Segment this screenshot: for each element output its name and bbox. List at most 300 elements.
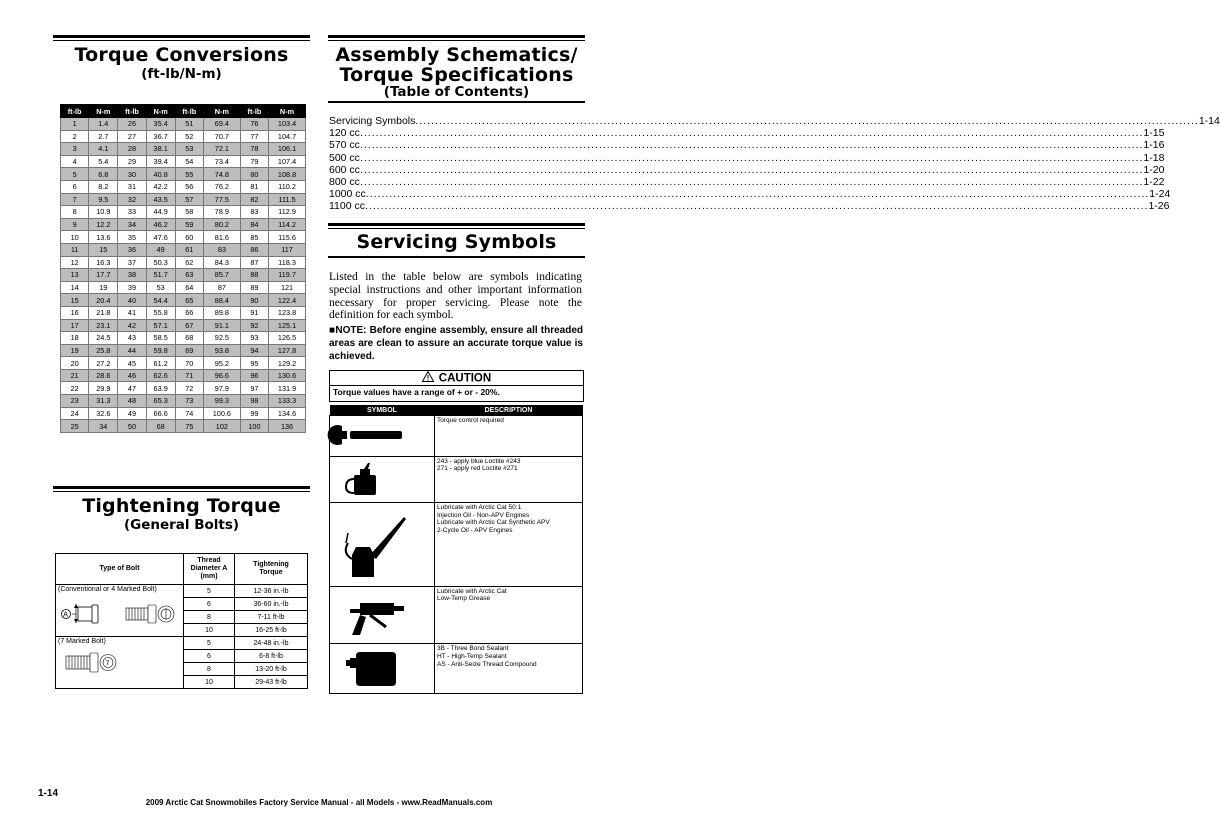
ft-lb-cell: 51 (175, 118, 203, 131)
n-m-cell: 55.8 (146, 306, 175, 319)
ft-lb-cell: 56 (175, 180, 203, 193)
ft-lb-cell: 48 (118, 395, 146, 408)
symbol-cell (330, 503, 435, 587)
column-header: ft-lb (118, 105, 146, 118)
table-row (61, 206, 306, 219)
n-m-cell: 93.8 (203, 344, 240, 357)
ft-lb-cell: 50 (118, 420, 146, 433)
tightening-torque-table (55, 553, 308, 689)
n-m-cell: 28.6 (89, 369, 118, 382)
n-m-cell: 114.2 (269, 218, 306, 231)
n-m-cell: 43.5 (146, 193, 175, 206)
n-m-cell: 31.3 (89, 395, 118, 408)
header-type-of-bolt: Type of Bolt (56, 554, 184, 585)
n-m-cell: 111.5 (269, 193, 306, 206)
table-row (61, 256, 306, 269)
toc-leader-dots: ........................................................................................................................................................................................................ (365, 188, 1150, 201)
n-m-cell: 117 (269, 243, 306, 256)
toc-page: 1-20 (1143, 163, 1165, 176)
n-m-cell: 58.5 (146, 332, 175, 345)
n-m-cell: 73.4 (203, 155, 240, 168)
table-of-contents (329, 115, 1220, 213)
n-m-cell: 53 (146, 281, 175, 294)
description-line: 2-Cycle Oil - APV Engines (437, 526, 513, 534)
n-m-cell: 127.8 (269, 344, 306, 357)
ft-lb-cell: 5 (61, 168, 89, 181)
ft-lb-cell: 53 (175, 143, 203, 156)
toc-rule (328, 101, 585, 103)
column-header: N-m (269, 105, 306, 118)
ft-lb-cell: 54 (175, 155, 203, 168)
top-rule-left (53, 35, 310, 41)
toc-entry[interactable] (329, 139, 1165, 152)
ft-lb-cell: 55 (175, 168, 203, 181)
n-m-cell: 107.4 (269, 155, 306, 168)
ft-lb-cell: 11 (61, 243, 89, 256)
ft-lb-cell: 62 (175, 256, 203, 269)
n-m-cell: 95.2 (203, 357, 240, 370)
n-m-cell: 16.3 (89, 256, 118, 269)
torque-cell: 36-60 in.-lb (235, 598, 308, 611)
n-m-cell: 13.6 (89, 231, 118, 244)
ft-lb-cell: 32 (118, 193, 146, 206)
n-m-cell: 123.8 (269, 306, 306, 319)
ft-lb-cell: 71 (175, 369, 203, 382)
ft-lb-cell: 79 (240, 155, 268, 168)
n-m-cell: 81.6 (203, 231, 240, 244)
description-line: Lubricate with Arctic Cat 50:1 (437, 504, 522, 512)
servicing-symbols-title: Servicing Symbols (356, 231, 557, 253)
ft-lb-cell: 83 (240, 206, 268, 219)
torque-conversion-table (60, 104, 306, 433)
torque-cell: 13-20 ft-lb (235, 663, 308, 676)
tightening-torque-subtitle: (General Bolts) (123, 517, 240, 533)
ft-lb-cell: 80 (240, 168, 268, 181)
table-row (61, 231, 306, 244)
ft-lb-cell: 95 (240, 357, 268, 370)
n-m-cell: 125.1 (269, 319, 306, 332)
n-m-cell: 85.7 (203, 269, 240, 282)
n-m-cell: 97.9 (203, 382, 240, 395)
n-m-cell: 27.2 (89, 357, 118, 370)
toc-label: 800 cc (329, 176, 360, 189)
description-line: Torque control required (437, 417, 504, 424)
diam-cell: 8 (184, 663, 235, 676)
table-row (61, 155, 306, 168)
assembly-title-line2: Torque Specifications (339, 64, 574, 86)
torque-cell: 7-11 ft-lb (235, 611, 308, 624)
toc-leader-dots: ........................................................................................................................................................................................................ (359, 139, 1144, 152)
ft-lb-cell: 87 (240, 256, 268, 269)
table-row (61, 294, 306, 307)
n-m-cell: 102 (203, 420, 240, 433)
ft-lb-cell: 43 (118, 332, 146, 345)
ft-lb-cell: 57 (175, 193, 203, 206)
ft-lb-cell: 31 (118, 180, 146, 193)
table-row (61, 243, 306, 256)
table-row (61, 281, 306, 294)
ft-lb-cell: 19 (61, 344, 89, 357)
symbol-header: SYMBOL (330, 405, 435, 416)
description-cell (435, 644, 583, 694)
ft-lb-cell: 42 (118, 319, 146, 332)
ft-lb-cell: 14 (61, 281, 89, 294)
table-row (56, 585, 308, 598)
n-m-cell: 96.6 (203, 369, 240, 382)
table-row (330, 586, 583, 644)
n-m-cell: 57.1 (146, 319, 175, 332)
ft-lb-cell: 35 (118, 231, 146, 244)
torque-cell: 29-43 ft-lb (235, 676, 308, 689)
table-row (61, 344, 306, 357)
n-m-cell: 5.4 (89, 155, 118, 168)
ft-lb-cell: 47 (118, 382, 146, 395)
toc-leader-dots: ........................................................................................................................................................................................................ (365, 200, 1149, 213)
torque-conversions-subtitle: (ft-lb/N-m) (141, 66, 222, 82)
caution-header (330, 371, 583, 386)
n-m-cell: 99.3 (203, 395, 240, 408)
toc-page: 1-26 (1148, 200, 1170, 213)
n-m-cell: 10.9 (89, 206, 118, 219)
assembly-title-line1: Assembly Schematics/ (335, 44, 578, 66)
column-header: ft-lb (61, 105, 89, 118)
ft-lb-cell: 91 (240, 306, 268, 319)
n-m-cell: 44.9 (146, 206, 175, 219)
seven-marked-bolt-cell (56, 637, 184, 689)
ft-lb-cell: 82 (240, 193, 268, 206)
toc-page: 1-24 (1149, 188, 1171, 201)
toc-leader-dots: ........................................................................................................................................................................................................ (415, 115, 1199, 127)
ft-lb-cell: 38 (118, 269, 146, 282)
ft-lb-cell: 84 (240, 218, 268, 231)
symbol-cell (330, 586, 435, 644)
ft-lb-cell: 81 (240, 180, 268, 193)
table-row (61, 130, 306, 143)
ft-lb-cell: 70 (175, 357, 203, 370)
ft-lb-cell: 63 (175, 269, 203, 282)
ft-lb-cell: 74 (175, 407, 203, 420)
header-tightening-torque (235, 554, 308, 585)
column-header: ft-lb (240, 105, 268, 118)
description-header: DESCRIPTION (435, 405, 583, 416)
table-row (61, 168, 306, 181)
ft-lb-cell: 33 (118, 206, 146, 219)
servicing-symbols-table (329, 405, 583, 694)
n-m-cell: 25.8 (89, 344, 118, 357)
n-m-cell: 4.1 (89, 143, 118, 156)
n-m-cell: 136 (269, 420, 306, 433)
footer-text: 2009 Arctic Cat Snowmobiles Factory Service Manual - all Models - www.ReadManuals.com (145, 798, 493, 807)
ft-lb-cell: 30 (118, 168, 146, 181)
n-m-cell: 66.6 (146, 407, 175, 420)
n-m-cell: 119.7 (269, 269, 306, 282)
toc-entry[interactable] (329, 188, 1171, 201)
n-m-cell: 72.1 (203, 143, 240, 156)
description-line: Low-Temp Grease (437, 595, 491, 603)
n-m-cell: 32.6 (89, 407, 118, 420)
ft-lb-cell: 44 (118, 344, 146, 357)
toc-label: 1100 cc (329, 200, 365, 213)
ft-lb-cell: 90 (240, 294, 268, 307)
column-header: N-m (203, 105, 240, 118)
n-m-cell: 126.5 (269, 332, 306, 345)
toc-page: 1-16 (1143, 139, 1165, 152)
description-cell (435, 416, 583, 457)
ft-lb-cell: 59 (175, 218, 203, 231)
ft-lb-cell: 17 (61, 319, 89, 332)
header-torque-line2: Torque (259, 569, 283, 576)
description-line: AS - Anti-Seize Thread Compound (437, 660, 537, 668)
page-number: 1-14 (38, 788, 59, 799)
header-diam-line3: (mm) (200, 573, 218, 580)
n-m-cell: 63.9 (146, 382, 175, 395)
column-header: ft-lb (175, 105, 203, 118)
n-m-cell: 80.2 (203, 218, 240, 231)
symbol-cell (330, 416, 435, 457)
ft-lb-cell: 58 (175, 206, 203, 219)
ft-lb-cell: 96 (240, 369, 268, 382)
toc-label: 120 cc (329, 127, 360, 140)
n-m-cell: 34 (89, 420, 118, 433)
diam-cell: 8 (184, 611, 235, 624)
ft-lb-cell: 29 (118, 155, 146, 168)
ft-lb-cell: 99 (240, 407, 268, 420)
n-m-cell: 115.6 (269, 231, 306, 244)
table-of-contents-subtitle: (Table of Contents) (383, 84, 530, 100)
ft-lb-cell: 85 (240, 231, 268, 244)
n-m-cell: 23.1 (89, 319, 118, 332)
n-m-cell: 118.3 (269, 256, 306, 269)
ft-lb-cell: 72 (175, 382, 203, 395)
toc-leader-dots: ........................................................................................................................................................................................................ (359, 151, 1144, 164)
description-line: HT - High-Temp Sealant (437, 652, 507, 660)
ft-lb-cell: 40 (118, 294, 146, 307)
svg-text:7: 7 (105, 660, 110, 668)
ft-lb-cell: 52 (175, 130, 203, 143)
ft-lb-cell: 26 (118, 118, 146, 131)
ft-lb-cell: 18 (61, 332, 89, 345)
note-paragraph: ■NOTE: Before engine assembly, ensure all threaded areas are clean to assure an accurate torque value is achieved. (329, 325, 583, 362)
n-m-cell: 112.9 (269, 206, 306, 219)
ft-lb-cell: 8 (61, 206, 89, 219)
ft-lb-cell: 73 (175, 395, 203, 408)
n-m-cell: 39.4 (146, 155, 175, 168)
table-row (61, 395, 306, 408)
n-m-cell: 131.9 (269, 382, 306, 395)
sealant-tube-icon (330, 644, 434, 690)
group2-label: (7 Marked Bolt) (58, 638, 106, 645)
warning-triangle-icon (422, 371, 434, 386)
description-cell (435, 586, 583, 644)
table-row (61, 218, 306, 231)
description-cell (435, 503, 583, 587)
ft-lb-cell: 9 (61, 218, 89, 231)
ft-lb-cell: 66 (175, 306, 203, 319)
diam-cell: 5 (184, 637, 235, 650)
ft-lb-cell: 46 (118, 369, 146, 382)
ft-lb-cell: 98 (240, 395, 268, 408)
toc-leader-dots: ........................................................................................................................................................................................................ (359, 176, 1144, 189)
n-m-cell: 70.7 (203, 130, 240, 143)
ft-lb-cell: 12 (61, 256, 89, 269)
n-m-cell: 17.7 (89, 269, 118, 282)
description-line: 271 - apply red Loctite #271 (437, 465, 518, 473)
n-m-cell: 108.8 (269, 168, 306, 181)
table-header-row (61, 105, 306, 118)
table-row (330, 503, 583, 587)
toc-label: 500 cc (329, 151, 360, 164)
ft-lb-cell: 69 (175, 344, 203, 357)
n-m-cell: 38.1 (146, 143, 175, 156)
n-m-cell: 106.1 (269, 143, 306, 156)
n-m-cell: 89.8 (203, 306, 240, 319)
n-m-cell: 59.8 (146, 344, 175, 357)
header-thread-diameter (184, 554, 235, 585)
toc-leader-dots: ........................................................................................................................................................................................................ (359, 127, 1144, 140)
n-m-cell: 100.6 (203, 407, 240, 420)
n-m-cell: 121 (269, 281, 306, 294)
table-row (61, 332, 306, 345)
n-m-cell: 1.4 (89, 118, 118, 131)
n-m-cell: 61.2 (146, 357, 175, 370)
caution-label: CAUTION (438, 372, 492, 385)
n-m-cell: 50.3 (146, 256, 175, 269)
n-m-cell: 92.5 (203, 332, 240, 345)
table-row (61, 143, 306, 156)
table-row (61, 382, 306, 395)
ft-lb-cell: 100 (240, 420, 268, 433)
table-row (61, 118, 306, 131)
oil-can-icon (330, 503, 434, 583)
ft-lb-cell: 34 (118, 218, 146, 231)
ft-lb-cell: 60 (175, 231, 203, 244)
n-m-cell: 21.8 (89, 306, 118, 319)
toc-label: 600 cc (329, 163, 360, 176)
n-m-cell: 12.2 (89, 218, 118, 231)
diam-cell: 10 (184, 624, 235, 637)
servicing-rule (328, 223, 585, 229)
toc-label: 570 cc (329, 139, 360, 152)
toc-page: 1-22 (1143, 176, 1165, 189)
ft-lb-cell: 25 (61, 420, 89, 433)
n-m-cell: 65.3 (146, 395, 175, 408)
ft-lb-cell: 15 (61, 294, 89, 307)
ft-lb-cell: 65 (175, 294, 203, 307)
n-m-cell: 35.4 (146, 118, 175, 131)
wrench-icon (330, 416, 434, 453)
conventional-bolt-cell (56, 585, 184, 637)
ft-lb-cell: 10 (61, 231, 89, 244)
n-m-cell: 51.7 (146, 269, 175, 282)
n-m-cell: 6.8 (89, 168, 118, 181)
caution-box (329, 370, 584, 402)
table-row (61, 193, 306, 206)
n-m-cell: 133.3 (269, 395, 306, 408)
ft-lb-cell: 7 (61, 193, 89, 206)
n-m-cell: 83 (203, 243, 240, 256)
description-cell (435, 456, 583, 503)
toc-label: Servicing Symbols (329, 115, 416, 127)
n-m-cell: 78.9 (203, 206, 240, 219)
symbol-cell (330, 644, 435, 694)
description-line: Injection Oil - Non-APV Engines (437, 511, 530, 519)
header-diam-line2: Diameter A (190, 565, 228, 572)
column-header: N-m (89, 105, 118, 118)
n-m-cell: 130.6 (269, 369, 306, 382)
ft-lb-cell: 39 (118, 281, 146, 294)
ft-lb-cell: 16 (61, 306, 89, 319)
torque-conversions-title: Torque Conversions (74, 44, 289, 66)
grease-gun-icon (330, 587, 434, 641)
servicing-rule-bottom (328, 256, 585, 258)
n-m-cell: 76.2 (203, 180, 240, 193)
ft-lb-cell: 86 (240, 243, 268, 256)
ft-lb-cell: 88 (240, 269, 268, 282)
caution-text: Torque values have a range of + or - 20%. (333, 387, 500, 397)
toc-entry[interactable] (329, 127, 1165, 140)
description-line: Lubricate with Arctic Cat (437, 587, 507, 595)
ft-lb-cell: 76 (240, 118, 268, 131)
table-row (61, 319, 306, 332)
ft-lb-cell: 61 (175, 243, 203, 256)
ft-lb-cell: 1 (61, 118, 89, 131)
n-m-cell: 122.4 (269, 294, 306, 307)
header-torque-line1: Tightening (253, 561, 289, 568)
diam-cell: 10 (184, 676, 235, 689)
ft-lb-cell: 24 (61, 407, 89, 420)
n-m-cell: 2.7 (89, 130, 118, 143)
ft-lb-cell: 77 (240, 130, 268, 143)
tightening-torque-title: Tightening Torque (82, 495, 281, 517)
toc-page: 1-18 (1143, 151, 1165, 164)
ft-lb-cell: 68 (175, 332, 203, 345)
table-row (330, 416, 583, 457)
description-line: 3B - Three Bond Sealant (437, 645, 509, 653)
n-m-cell: 19 (89, 281, 118, 294)
ft-lb-cell: 27 (118, 130, 146, 143)
n-m-cell: 54.4 (146, 294, 175, 307)
ft-lb-cell: 37 (118, 256, 146, 269)
description-line: 243 - apply blue Loctite #243 (437, 457, 521, 465)
n-m-cell: 42.2 (146, 180, 175, 193)
ft-lb-cell: 4 (61, 155, 89, 168)
table-row (56, 637, 308, 650)
toc-entry[interactable] (329, 115, 1220, 127)
toc-entry[interactable] (329, 200, 1170, 213)
ft-lb-cell: 94 (240, 344, 268, 357)
toc-entry[interactable] (329, 151, 1165, 164)
toc-entry[interactable] (329, 163, 1165, 176)
n-m-cell: 8.2 (89, 180, 118, 193)
top-rule-right (328, 35, 585, 41)
n-m-cell: 49 (146, 243, 175, 256)
table-row (61, 269, 306, 282)
conventional-bolt-icon (56, 594, 181, 628)
n-m-cell: 91.1 (203, 319, 240, 332)
toc-entry[interactable] (329, 176, 1165, 189)
ft-lb-cell: 78 (240, 143, 268, 156)
n-m-cell: 47.6 (146, 231, 175, 244)
n-m-cell: 46.2 (146, 218, 175, 231)
n-m-cell: 110.2 (269, 180, 306, 193)
table-row (61, 407, 306, 420)
ft-lb-cell: 67 (175, 319, 203, 332)
n-m-cell: 77.5 (203, 193, 240, 206)
seven-marked-bolt-icon (56, 646, 181, 680)
n-m-cell: 103.4 (269, 118, 306, 131)
intro-paragraph: Listed in the table below are symbols indicating special instructions and other important information necessary for proper servicing. Please note the definition for each symbol. (329, 271, 582, 322)
ft-lb-cell: 49 (118, 407, 146, 420)
